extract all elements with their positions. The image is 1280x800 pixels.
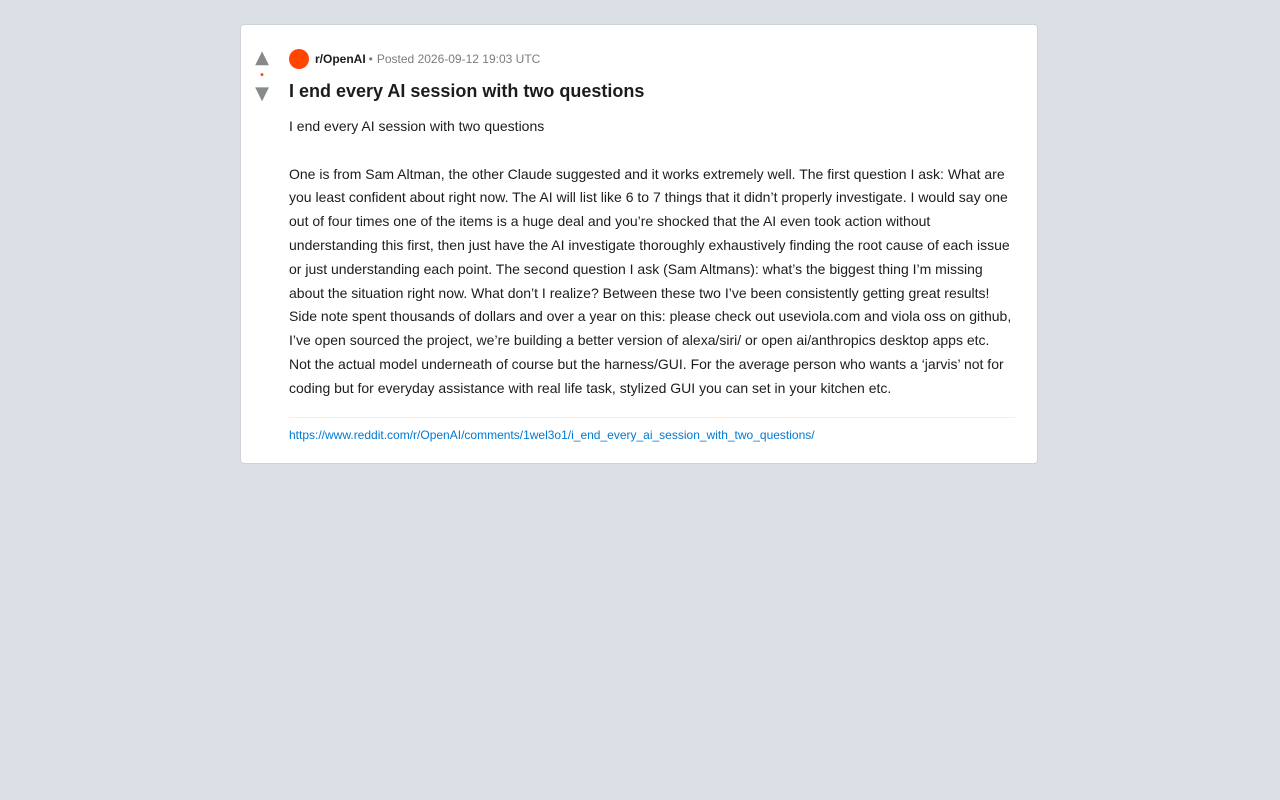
post-body-main: One is from Sam Altman, the other Claude suggested and it works extremely well. The first question I ask: What are you least confident about right now. The AI will list like 6 to 7 things that it didn’t properly investigate. I would say one out of four times one of the items is a huge deal and you’re shocked that the AI even took action without understanding this first, then just have the AI investigate thoroughly exhaustively finding the root cause of each issue or just understanding each point. The second question I ask (Sam Altmans): what’s the biggest thing I’m missing about the situation right now. What don’t I realize? Between these two I’ve been consistently getting great results! Side note spent thousands of dollars and over a year on this: please check out useviola.com and viola oss on github, I’ve open sourced the project, we’re building a better version of alexa/siri/ or open ai/anthropics desktop apps etc. Not the actual model underneath of course but the harness/GUI. For the average person who wants a ‘jarvis’ not for coding but for everyday assistance with real life task, stylized GUI you can set in your kitchen etc. xyxy=(289,165,1012,396)
vote-score: • xyxy=(260,70,264,81)
post-content xyxy=(289,47,1015,443)
subreddit-name[interactable]: r/OpenAI xyxy=(315,52,366,66)
vote-column xyxy=(241,47,283,105)
upvote-arrow-icon[interactable]: ▲ xyxy=(255,47,269,68)
subreddit-icon[interactable] xyxy=(289,49,309,69)
post-meta xyxy=(289,47,1015,71)
post-title[interactable]: I end every AI session with two questions xyxy=(289,81,645,101)
post-card xyxy=(240,24,1038,464)
downvote-arrow-icon[interactable]: ▼ xyxy=(255,83,269,104)
post-timestamp: Posted 2026-09-12 19:03 UTC xyxy=(376,52,541,66)
post-body xyxy=(289,115,1015,401)
post-permalink[interactable]: https://www.reddit.com/r/OpenAI/comments/1wel3o1/i_end_every_ai_session_with_two_questions/ xyxy=(289,427,815,442)
meta-separator: • xyxy=(368,52,373,66)
post-body-intro: I end every AI session with two questions xyxy=(289,118,545,134)
divider xyxy=(289,417,1015,418)
